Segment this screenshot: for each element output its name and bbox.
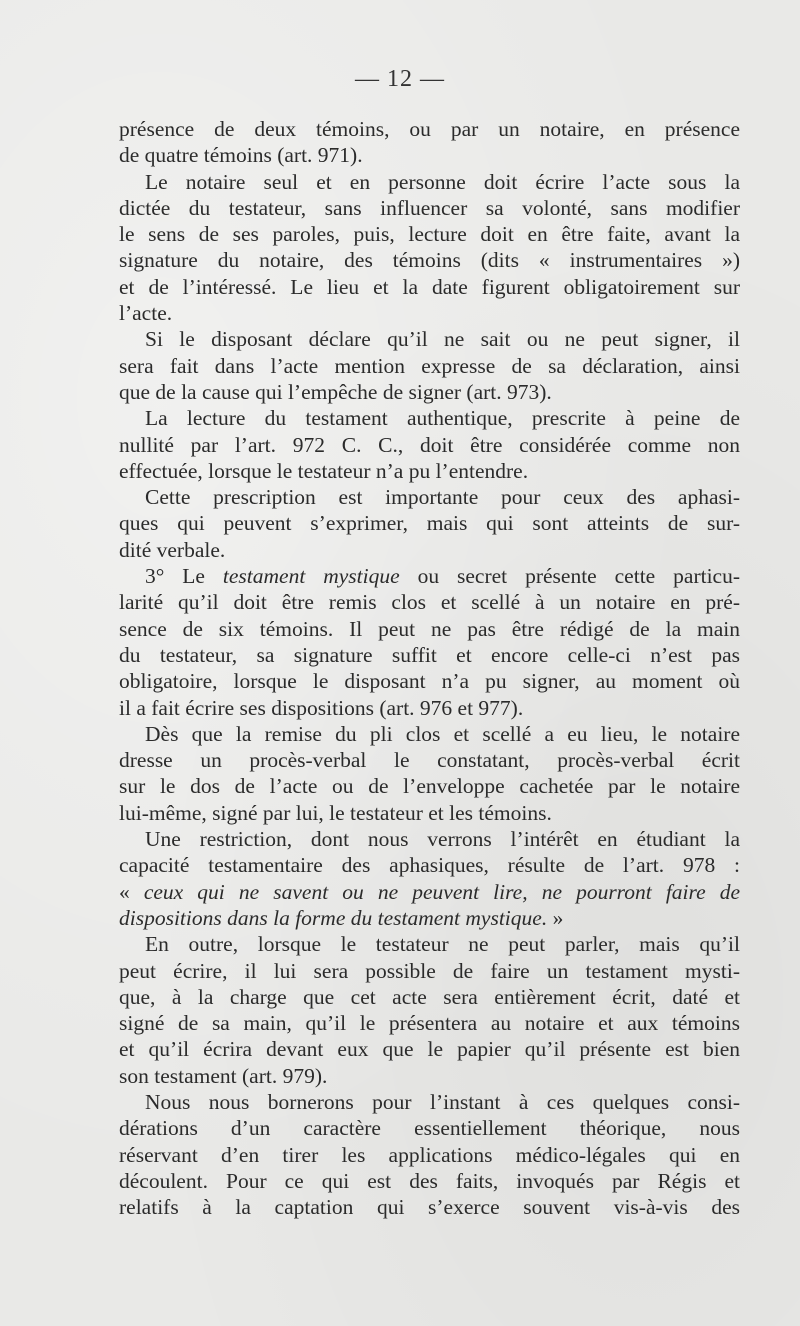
- text-line: [119, 432, 740, 458]
- text-segment: dérations d’un caractère essentiellement théorique, nous: [119, 1116, 740, 1141]
- text-segment: son testament (art. 979).: [119, 1063, 328, 1088]
- text-line: [119, 1089, 740, 1115]
- text-line: [119, 116, 740, 142]
- text-line: [119, 905, 740, 931]
- text-segment: Cette prescription est importante pour ceux des aphasi-: [145, 485, 740, 510]
- text-line: [119, 642, 740, 668]
- text-segment: et qu’il écrira devant eux que le papier qu’il présente est bien: [119, 1037, 740, 1062]
- text-segment: relatifs à la captation qui s’exerce souvent vis-à-vis des: [119, 1195, 740, 1220]
- text-segment: et de l’intéressé. Le lieu et la date figurent obligatoirement sur: [119, 274, 740, 299]
- text-segment: du testateur, sa signature suffit et encore celle-ci n’est pas: [119, 642, 740, 667]
- body-text: [119, 116, 740, 1220]
- text-segment: l’acte.: [119, 301, 173, 326]
- text-line: [119, 879, 740, 905]
- text-segment: effectuée, lorsque le testateur n’a pu l’entendre.: [119, 458, 529, 483]
- text-line: [119, 274, 740, 300]
- text-line: [119, 247, 740, 273]
- text-segment: nullité par l’art. 972 C. C., doit être considérée comme non: [119, 432, 740, 457]
- text-segment: Une restriction, dont nous verrons l’intérêt en étudiant la: [145, 827, 740, 852]
- text-line: [119, 300, 740, 326]
- text-line: [119, 826, 740, 852]
- text-segment: réservant d’en tirer les applications médico-légales qui en: [119, 1142, 740, 1167]
- text-line: [119, 405, 740, 431]
- text-line: [119, 221, 740, 247]
- text-segment: 3° Le: [145, 564, 223, 589]
- text-segment: ques qui peuvent s’exprimer, mais qui sont atteints de sur-: [119, 511, 740, 536]
- text-line: [119, 931, 740, 957]
- text-segment: présence de deux témoins, ou par un notaire, en présence: [119, 117, 740, 141]
- text-segment: ou secret présente cette particu-: [399, 564, 740, 589]
- text-segment: que de la cause qui l’empêche de signer (art. 973).: [119, 379, 552, 404]
- text-segment: que, à la charge que cet acte sera entièrement écrit, daté et: [119, 984, 740, 1009]
- text-line: [119, 458, 740, 484]
- text-line: [119, 589, 740, 615]
- text-line: [119, 984, 740, 1010]
- text-line: [119, 1010, 740, 1036]
- text-segment: En outre, lorsque le testateur ne peut parler, mais qu’il: [145, 932, 740, 957]
- text-segment: découlent. Pour ce qui est des faits, invoqués par Régis et: [119, 1168, 740, 1193]
- text-line: [119, 537, 740, 563]
- italic-text-segment: testament mystique: [222, 564, 400, 589]
- text-segment: peut écrire, il lui sera possible de faire un testament mysti-: [119, 958, 740, 983]
- text-segment: signé de sa main, qu’il le présentera au notaire et aux témoins: [119, 1011, 740, 1036]
- text-line: [119, 1194, 740, 1220]
- text-segment: larité qu’il doit être remis clos et scellé à un notaire en pré-: [119, 590, 740, 615]
- text-segment: sence de six témoins. Il peut ne pas être rédigé de la main: [119, 616, 740, 641]
- page-number: — 12 —: [355, 66, 445, 92]
- text-line: [119, 721, 740, 747]
- text-line: [119, 747, 740, 773]
- text-line: [119, 563, 740, 589]
- text-segment: dictée du testateur, sans influencer sa volonté, sans modifier: [119, 195, 740, 220]
- text-segment: sur le dos de l’acte ou de l’enveloppe cachetée par le notaire: [119, 774, 740, 799]
- text-segment: Si le disposant déclare qu’il ne sait ou ne peut signer, il: [145, 327, 740, 352]
- text-line: [119, 800, 740, 826]
- text-line: [119, 1115, 740, 1141]
- text-line: [119, 1142, 740, 1168]
- text-line: [119, 195, 740, 221]
- text-line: [119, 379, 740, 405]
- text-segment: Nous nous bornerons pour l’instant à ces quelques consi-: [145, 1089, 740, 1114]
- text-segment: dité verbale.: [119, 537, 226, 562]
- text-line: [119, 142, 740, 168]
- text-segment: »: [547, 905, 564, 930]
- text-segment: le sens de ses paroles, puis, lecture doit en être faite, avant la: [119, 222, 740, 247]
- text-segment: obligatoire, lorsque le disposant n’a pu signer, au moment où: [119, 669, 740, 694]
- text-segment: dresse un procès-verbal le constatant, procès-verbal écrit: [119, 748, 740, 773]
- text-segment: capacité testamentaire des aphasiques, résulte de l’art. 978 :: [119, 853, 740, 878]
- text-segment: il a fait écrire ses dispositions (art. 976 et 977).: [119, 695, 524, 720]
- text-line: [119, 326, 740, 352]
- text-line: [119, 616, 740, 642]
- text-line: [119, 773, 740, 799]
- text-line: [119, 1036, 740, 1062]
- text-segment: lui-même, signé par lui, le testateur et les témoins.: [119, 800, 552, 825]
- text-line: [119, 695, 740, 721]
- text-line: [119, 1168, 740, 1194]
- italic-text-segment: dispositions dans la forme du testament mystique.: [119, 905, 548, 930]
- text-line: [119, 353, 740, 379]
- text-segment: «: [119, 879, 144, 904]
- text-line: [119, 852, 740, 878]
- text-line: [119, 510, 740, 536]
- text-segment: sera fait dans l’acte mention expresse de sa déclaration, ainsi: [119, 353, 740, 378]
- text-segment: Le notaire seul et en personne doit écrire l’acte sous la: [145, 169, 740, 194]
- text-line: [119, 668, 740, 694]
- text-segment: signature du notaire, des témoins (dits « instrumentaires »): [119, 248, 740, 273]
- text-line: [119, 484, 740, 510]
- text-segment: Dès que la remise du pli clos et scellé a eu lieu, le notaire: [145, 721, 740, 746]
- text-segment: La lecture du testament authentique, prescrite à peine de: [145, 406, 740, 431]
- text-segment: de quatre témoins (art. 971).: [119, 143, 363, 168]
- text-line: [119, 169, 740, 195]
- text-line: [119, 1063, 740, 1089]
- text-line: [119, 958, 740, 984]
- italic-text-segment: ceux qui ne savent ou ne peuvent lire, ne pourront faire de: [143, 879, 741, 904]
